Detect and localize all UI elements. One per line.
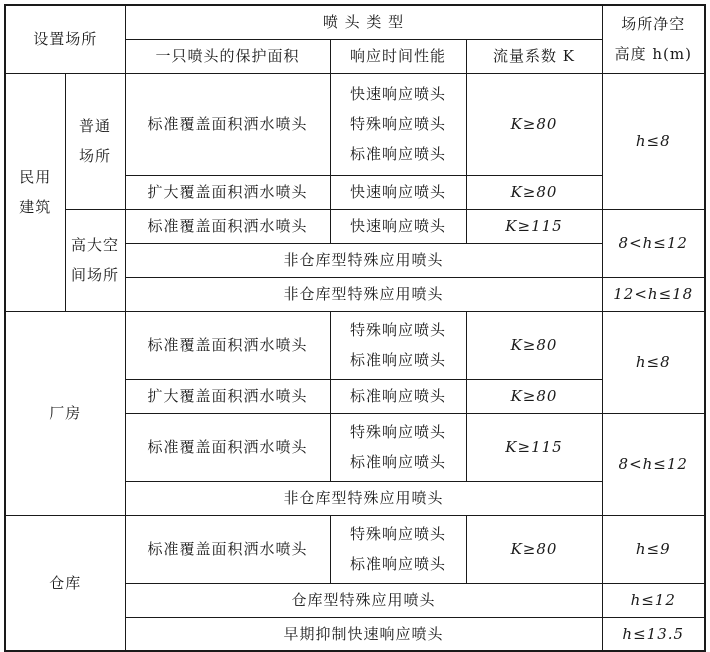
- civil-r1-resp-1: 快速响应喷头: [349, 85, 446, 103]
- factory-r1-resp-2: 标准响应喷头: [349, 351, 446, 369]
- warehouse-r1-height: h≤9: [602, 515, 705, 583]
- warehouse-r1-response: [330, 515, 466, 583]
- civil-r12-height: h≤8: [602, 73, 705, 209]
- civil-r2-k: K≥80: [466, 175, 602, 209]
- civil-general-line2: 场所: [78, 147, 111, 165]
- civil-tall-label: [65, 209, 125, 311]
- civil-general-label: [65, 73, 125, 209]
- warehouse-r1-resp-2: 标准响应喷头: [349, 555, 446, 573]
- civil-r1-resp-2: 特殊响应喷头: [349, 115, 446, 133]
- header-height: [602, 5, 705, 73]
- factory-r12-height: h≤8: [602, 311, 705, 413]
- civil-r4-span: 非仓库型特殊应用喷头: [125, 243, 602, 277]
- civil-r2-coverage: 扩大覆盖面积洒水喷头: [125, 175, 330, 209]
- civil-r3-k: K≥115: [466, 209, 602, 243]
- factory-r34-height: 8<h≤12: [602, 413, 705, 515]
- warehouse-r3-height: h≤13.5: [602, 617, 705, 651]
- factory-r2-coverage: 扩大覆盖面积洒水喷头: [125, 379, 330, 413]
- header-response: 响应时间性能: [330, 39, 466, 73]
- warehouse-r1-resp-1: 特殊响应喷头: [349, 525, 446, 543]
- warehouse-r2-span: 仓库型特殊应用喷头: [125, 583, 602, 617]
- header-coverage: 一只喷头的保护面积: [125, 39, 330, 73]
- factory-r4-span: 非仓库型特殊应用喷头: [125, 481, 602, 515]
- warehouse-r1-coverage: 标准覆盖面积洒水喷头: [125, 515, 330, 583]
- factory-label: 厂房: [5, 311, 125, 515]
- factory-r3-coverage: 标准覆盖面积洒水喷头: [125, 413, 330, 481]
- factory-r1-response: [330, 311, 466, 379]
- civil-r3-coverage: 标准覆盖面积洒水喷头: [125, 209, 330, 243]
- civil-label-line2: 建筑: [19, 198, 52, 216]
- civil-general-line1: 普通: [78, 117, 111, 135]
- warehouse-r1-k: K≥80: [466, 515, 602, 583]
- civil-r1-k: K≥80: [466, 73, 602, 175]
- civil-building-label: [5, 73, 65, 311]
- civil-label-line1: 民用: [19, 168, 52, 186]
- civil-tall-line2: 间场所: [70, 266, 119, 284]
- civil-r2-response: 快速响应喷头: [330, 175, 466, 209]
- warehouse-r2-height: h≤12: [602, 583, 705, 617]
- header-height-line2: 高度 h(m): [614, 45, 692, 64]
- factory-r3-response: [330, 413, 466, 481]
- civil-tall-line1: 高大空: [70, 236, 119, 254]
- header-nozzle-type: 喷 头 类 型: [125, 5, 602, 39]
- header-site: 设置场所: [5, 5, 125, 73]
- sprinkler-spec-table: [4, 4, 706, 652]
- civil-r5-span: 非仓库型特殊应用喷头: [125, 277, 602, 311]
- factory-r3-k: K≥115: [466, 413, 602, 481]
- factory-r1-coverage: 标准覆盖面积洒水喷头: [125, 311, 330, 379]
- civil-r34-height: 8<h≤12: [602, 209, 705, 277]
- factory-r3-resp-1: 特殊响应喷头: [349, 423, 446, 441]
- header-flow: 流量系数 K: [466, 39, 602, 73]
- civil-r1-response: [330, 73, 466, 175]
- civil-r5-height: 12<h≤18: [602, 277, 705, 311]
- factory-r2-k: K≥80: [466, 379, 602, 413]
- table-wrapper: [4, 4, 706, 652]
- factory-r2-response: 标准响应喷头: [330, 379, 466, 413]
- header-height-line1: 场所净空: [621, 15, 686, 34]
- civil-r1-resp-3: 标准响应喷头: [349, 145, 446, 163]
- civil-r3-response: 快速响应喷头: [330, 209, 466, 243]
- civil-r1-coverage: 标准覆盖面积洒水喷头: [125, 73, 330, 175]
- factory-r3-resp-2: 标准响应喷头: [349, 453, 446, 471]
- factory-r1-resp-1: 特殊响应喷头: [349, 321, 446, 339]
- factory-r1-k: K≥80: [466, 311, 602, 379]
- warehouse-label: 仓库: [5, 515, 125, 651]
- warehouse-r3-span: 早期抑制快速响应喷头: [125, 617, 602, 651]
